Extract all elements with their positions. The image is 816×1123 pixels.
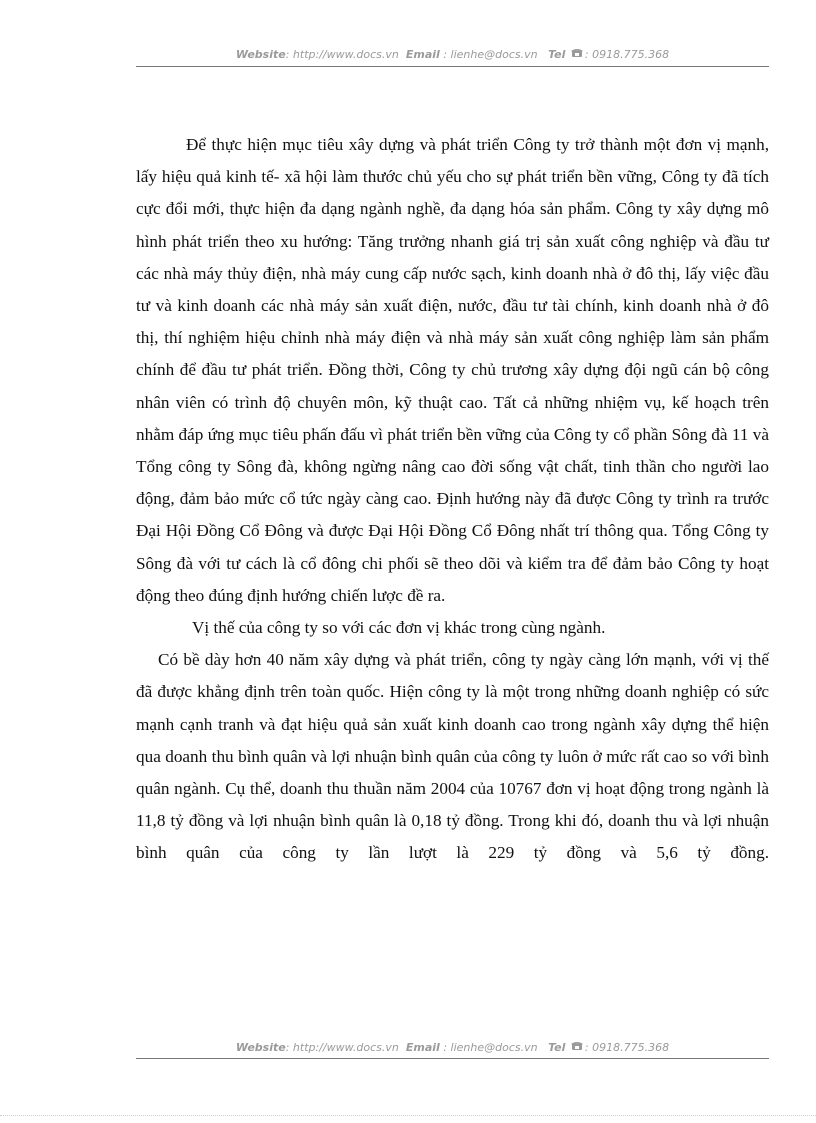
header-website-label: Website bbox=[235, 48, 286, 61]
footer-email-value[interactable]: : lienhe@docs.vn bbox=[443, 1041, 538, 1054]
header-email-label: Email bbox=[405, 48, 440, 61]
header-tel-label: Tel bbox=[548, 48, 566, 61]
page-footer bbox=[136, 1041, 769, 1054]
paragraph-position-heading: Vị thế của công ty so với các đơn vị khác trong cùng ngành. bbox=[192, 618, 606, 638]
footer-rule bbox=[136, 1058, 769, 1059]
header-tel-value: : 0918.775.368 bbox=[584, 48, 670, 61]
paragraph-position: Có bề dày hơn 40 năm xây dựng và phát triển, công ty ngày càng lớn mạnh, với vị thế đã được khẳng định trên toàn quốc. Hiện công ty là một trong những doanh nghiệp có sức mạnh cạnh tranh và đạt hiệu quả sản xuất kinh doanh cao trong ngành xây dựng thể hiện qua doanh thu bình quân và lợi nhuận bình quân của công ty luôn ở mức rất cao so với bình quân ngành. Cụ thể, doanh thu thuần năm 2004 của 10767 đơn vị hoạt động trong ngành là 11,8 tỷ đồng và lợi nhuận bình quân là 0,18 tỷ đồng. Trong khi đó, doanh thu và lợi nhuận bình quân của công ty lần lượt là 229 tỷ đồng và 5,6 tỷ đồng. bbox=[136, 650, 769, 863]
footer-website-label: Website bbox=[235, 1041, 286, 1054]
footer-email-label: Email bbox=[405, 1041, 440, 1054]
footer-website-value[interactable]: : http://www.docs.vn bbox=[285, 1041, 399, 1054]
footer-tel-label: Tel bbox=[548, 1041, 566, 1054]
header-email-value[interactable]: : lienhe@docs.vn bbox=[443, 48, 538, 61]
document-body bbox=[136, 129, 769, 870]
phone-icon bbox=[571, 48, 583, 61]
page-header bbox=[136, 48, 769, 61]
phone-icon bbox=[571, 1041, 583, 1054]
footer-tel-value: : 0918.775.368 bbox=[584, 1041, 670, 1054]
paragraph-strategy: Để thực hiện mục tiêu xây dựng và phát triển Công ty trở thành một đơn vị mạnh, lấy hiệu quả kinh tế- xã hội làm thước chủ yếu cho sự phát triển bền vững, Công ty đã tích cực đổi mới, thực hiện đa dạng ngành nghề, đa dạng hóa sản phẩm. Công ty xây dựng mô hình phát triển theo xu hướng: Tăng trưởng nhanh giá trị sản xuất công nghiệp và đầu tư các nhà máy thủy điện, nhà máy cung cấp nước sạch, kinh doanh nhà ở đô thị, lấy việc đầu tư và kinh doanh các nhà máy sản xuất điện, nước, đầu tư tài chính, kinh doanh nhà ở đô thị, thí nghiệm hiệu chỉnh nhà máy điện và nhà máy sản xuất công nghiệp làm sản phẩm chính để đầu tư phát triển. Đồng thời, Công ty chủ trương xây dựng đội ngũ cán bộ công nhân viên có trình độ chuyên môn, kỹ thuật cao. Tất cả những nhiệm vụ, kế hoạch trên nhằm đáp ứng mục tiêu phấn đấu vì phát triển bền vững của Công ty cổ phần Sông đà 11 và Tổng công ty Sông đà, không ngừng nâng cao đời sống vật chất, tinh thần cho người lao động, đảm bảo mức cổ tức ngày càng cao. Định hướng này đã được Công ty trình ra trước Đại Hội Đồng Cổ Đông và được Đại Hội Đồng Cổ Đông nhất trí thông qua. Tổng Công ty Sông đà với tư cách là cổ đông chi phối sẽ theo dõi và kiểm tra để đảm bảo Công ty hoạt động theo đúng định hướng chiến lược đề ra. bbox=[136, 135, 769, 605]
page-bottom-divider bbox=[0, 1115, 816, 1116]
header-rule bbox=[136, 66, 769, 67]
header-website-value[interactable]: : http://www.docs.vn bbox=[285, 48, 399, 61]
